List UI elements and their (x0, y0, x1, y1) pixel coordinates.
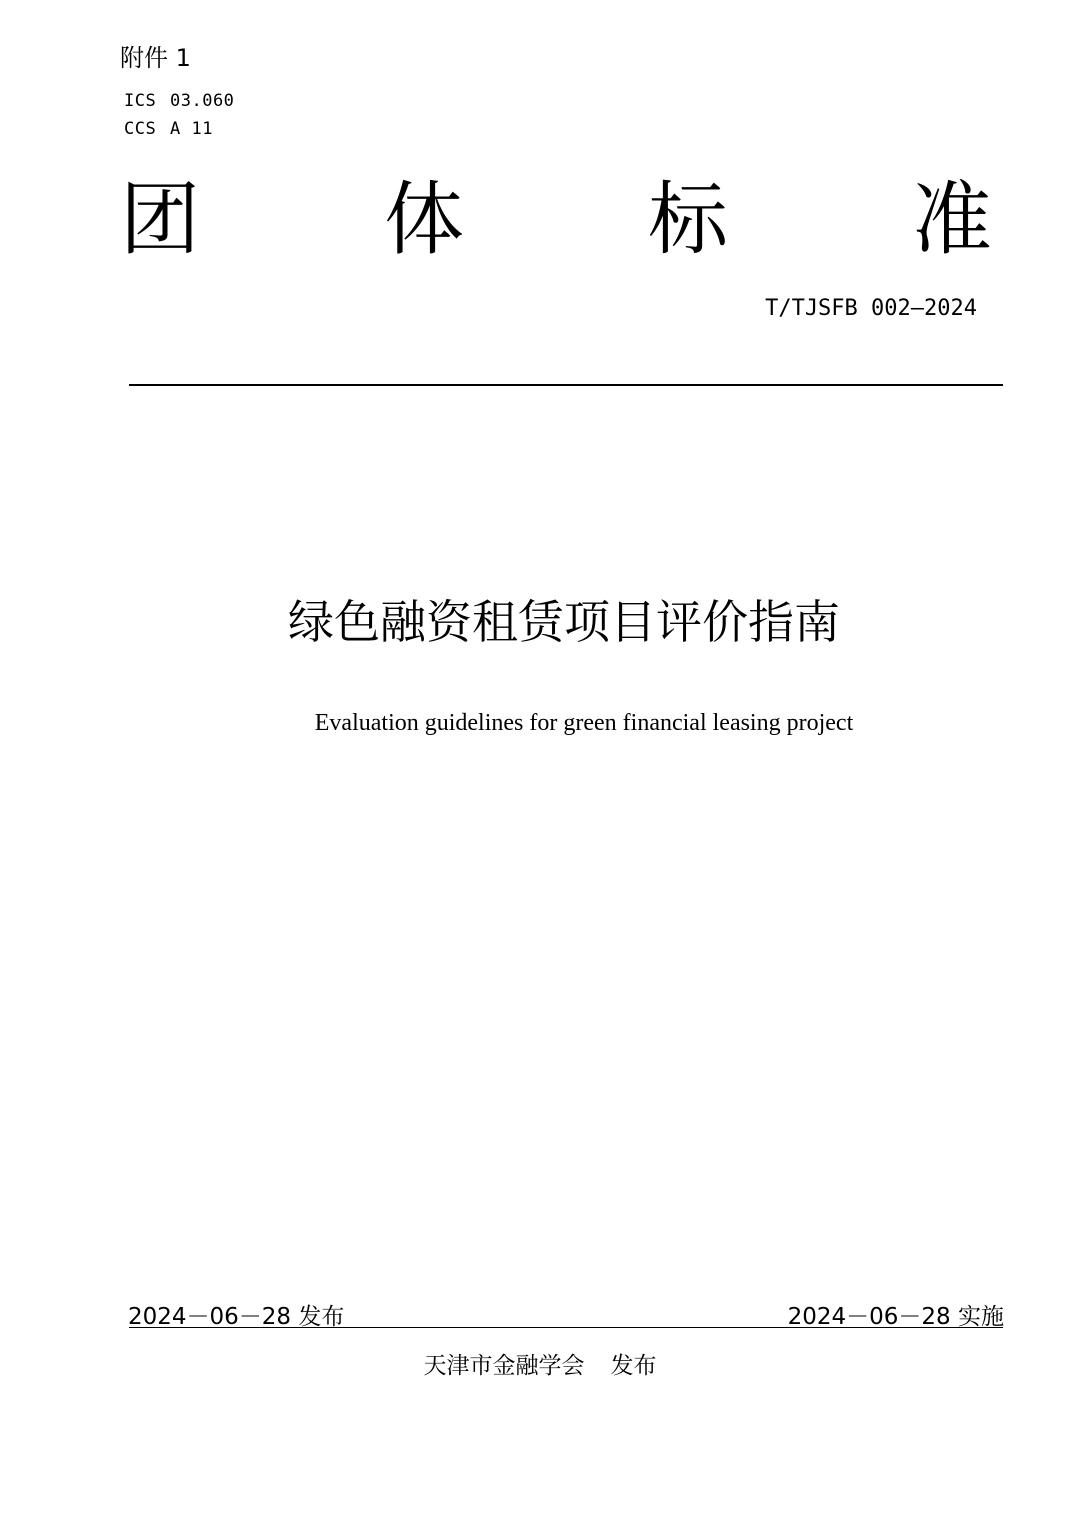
standard-type-char-4: 准 (912, 173, 992, 266)
publisher-line (0, 1347, 1080, 1380)
document-title-english: Evaluation guidelines for green financial leasing project (314, 710, 854, 736)
standard-type-char-2: 体 (384, 173, 464, 266)
publisher-name: 天津市金融学会 (423, 1353, 585, 1379)
ics-label: ICS (124, 91, 157, 111)
ccs-label: CCS (124, 119, 157, 139)
publish-date: 2024－06－28 发布 (128, 1304, 345, 1330)
ccs-code (124, 119, 213, 139)
ics-value: 03.060 (170, 91, 235, 111)
ics-code (124, 91, 234, 111)
standard-type-char-1: 团 (120, 173, 200, 266)
effective-date: 2024－06－28 实施 (787, 1304, 1004, 1330)
standard-number: T/TJSFB 002—2024 (765, 296, 977, 321)
header-divider (129, 384, 1003, 386)
ccs-value: A 11 (170, 119, 213, 139)
footer-divider (129, 1327, 1003, 1328)
document-title-chinese: 绿色融资租赁项目评价指南 (288, 595, 840, 649)
attachment-label: 附件 1 (120, 44, 191, 72)
standard-type-char-3: 标 (648, 173, 728, 266)
publisher-action: 发布 (610, 1353, 657, 1379)
